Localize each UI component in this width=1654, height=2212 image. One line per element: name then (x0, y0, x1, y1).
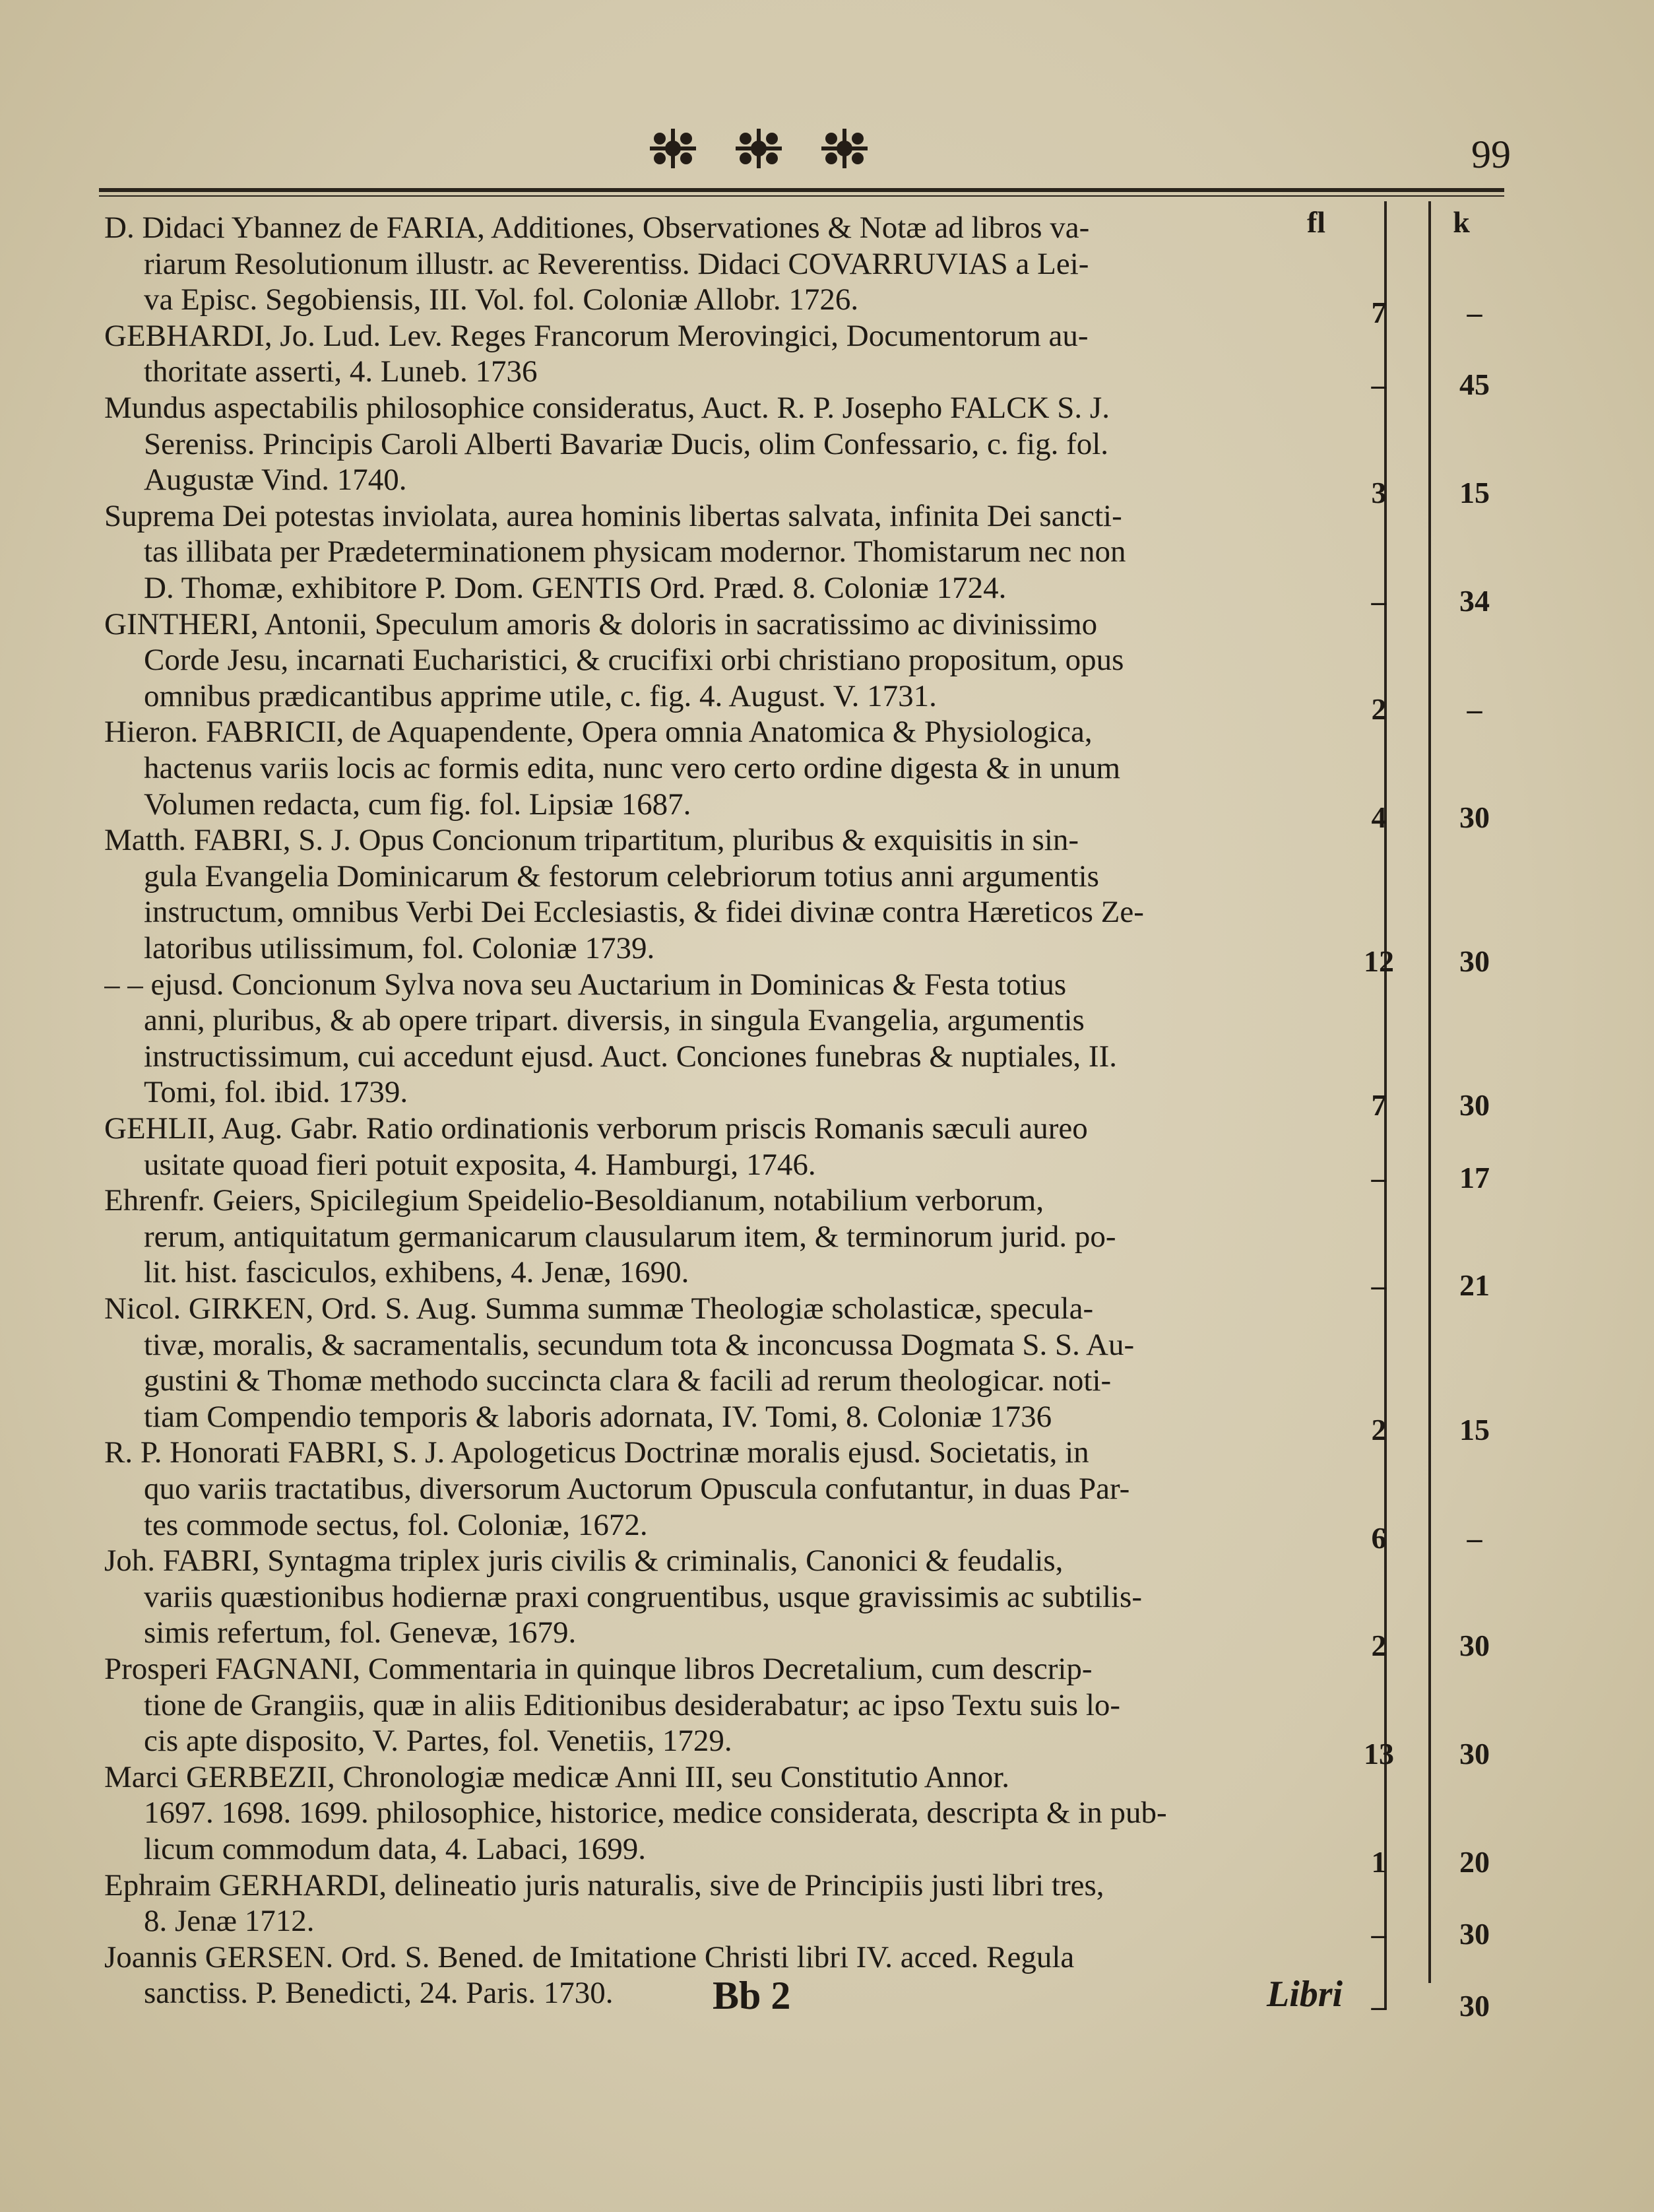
entry-line: thoritate asserti, 4. Luneb. 1736 (144, 354, 538, 389)
price-florin: 7 (1371, 1088, 1387, 1122)
price-kreuzer: 30 (1459, 944, 1490, 978)
entry-line: tione de Grangiis, quæ in aliis Editionibus desiderabatur; ac ipso Textu suis lo- (144, 1687, 1121, 1722)
entry-line: Ehrenfr. Geiers, Spicilegium Speidelio-Besoldianum, notabilium verborum, (104, 1183, 1044, 1218)
entry-line: Corde Jesu, incarnati Eucharistici, & crucifixi orbi christiano propositum, opus (144, 643, 1124, 678)
entry-line: Mundus aspectabilis philosophice consideratus, Auct. R. P. Josepho FALCK S. J. (104, 391, 1110, 425)
column-divider (1428, 201, 1431, 1983)
entry-line: Joh. FABRI, Syntagma triplex juris civilis & criminalis, Canonici & feudalis, (104, 1544, 1064, 1578)
fleuron-icon (729, 125, 788, 172)
price-kreuzer: 15 (1459, 1412, 1490, 1447)
entry-line: instructum, omnibus Verbi Dei Ecclesiastis, & fidei divinæ contra Hæreticos Ze- (144, 895, 1144, 930)
price-kreuzer: 34 (1459, 584, 1490, 618)
price-florin: – (1371, 1917, 1387, 1951)
fleuron-icon (815, 125, 874, 172)
entry-line: sanctiss. P. Benedicti, 24. Paris. 1730. (144, 1976, 614, 2011)
entry-line: Matth. FABRI, S. J. Opus Concionum tripartitum, pluribus & exquisitis in sin- (104, 823, 1079, 858)
entry-line: gula Evangelia Dominicarum & festorum celebriorum totius anni argumentis (144, 859, 1099, 894)
price-kreuzer: 21 (1459, 1268, 1490, 1303)
signature-mark: Bb 2 (713, 1974, 791, 2017)
entry-line: tiam Compendio temporis & laboris adornata, IV. Tomi, 8. Coloniæ 1736 (144, 1399, 1052, 1434)
entry-line: tes commode sectus, fol. Coloniæ, 1672. (144, 1507, 648, 1542)
price-florin: 4 (1371, 800, 1387, 834)
catalogue-entry (104, 1111, 1361, 1183)
price-kreuzer: 45 (1459, 368, 1490, 402)
entry-line: Tomi, fol. ibid. 1739. (144, 1075, 408, 1110)
entry-line: Marci GERBEZII, Chronologiæ medicæ Anni III, seu Constitutio Annor. (104, 1759, 1010, 1794)
catalogue-entry (104, 1291, 1361, 1435)
entry-line: 8. Jenæ 1712. (144, 1904, 315, 1939)
entry-line: Sereniss. Principis Caroli Alberti Bavariæ Ducis, olim Confessario, c. fig. fol. (144, 426, 1109, 461)
entry-line: hactenus variis locis ac formis edita, nunc vero certo ordine digesta & in unum (144, 750, 1121, 785)
column-header-k: k (1453, 205, 1470, 239)
price-florin: – (1371, 1160, 1387, 1194)
entry-line: usitate quoad fieri potuit exposita, 4. Hamburgi, 1746. (144, 1147, 816, 1182)
price-florin: 12 (1364, 944, 1394, 978)
catchword: Libri (1267, 1974, 1343, 2015)
entry-line: Ephraim GERHARDI, delineatio juris naturalis, sive de Principiis justi libri tres, (104, 1868, 1104, 1903)
entry-line: GEBHARDI, Jo. Lud. Lev. Reges Francorum Merovingici, Documentorum au- (104, 318, 1089, 353)
header-rule-thin (99, 195, 1504, 197)
header-ornament (627, 125, 891, 178)
entry-line: 1697. 1698. 1699. philosophice, historice, medice considerata, descripta & in pub- (144, 1796, 1167, 1831)
price-florin: – (1371, 1989, 1387, 2023)
price-kreuzer: 17 (1459, 1160, 1490, 1194)
header-rule (99, 188, 1504, 192)
entry-line: omnibus prædicantibus apprime utile, c. fig. 4. August. V. 1731. (144, 678, 937, 713)
entry-line: licum commodum data, 4. Labaci, 1699. (144, 1831, 646, 1866)
entry-line: tivæ, moralis, & sacramentalis, secundum tota & inconcussa Dogmata S. S. Au- (144, 1327, 1135, 1362)
entry-line: D. Didaci Ybannez de FARIA, Additiones, Observationes & Notæ ad libros va- (104, 211, 1090, 245)
catalogue-entry (104, 714, 1361, 822)
fleuron-icon (643, 125, 703, 172)
entry-line: tas illibata per Prædeterminationem physicam modernor. Thomistarum nec non (144, 535, 1126, 569)
entry-line: rerum, antiquitatum germanicarum clausularum item, & terminorum jurid. po- (144, 1219, 1116, 1254)
price-florin: 2 (1371, 692, 1387, 726)
catalogue-entry (104, 498, 1361, 606)
price-florin: 1 (1371, 1845, 1387, 1879)
catalogue-entry (104, 210, 1361, 318)
column-header-fl: fl (1306, 205, 1326, 239)
catalogue-entry (104, 390, 1361, 498)
entry-line: GINTHERI, Antonii, Speculum amoris & doloris in sacratissimo ac divinissimo (104, 606, 1098, 641)
entry-line: Hieron. FABRICII, de Aquapendente, Opera omnia Anatomica & Physiologica, (104, 715, 1093, 750)
entry-line: simis refertum, fol. Genevæ, 1679. (144, 1615, 577, 1650)
catalogue-entry (104, 1183, 1361, 1291)
catalogue-entry (104, 822, 1361, 966)
price-florin: 6 (1371, 1520, 1387, 1555)
price-kreuzer: 30 (1459, 1629, 1490, 1663)
page-number: 99 (1471, 133, 1511, 176)
entry-line: latoribus utilissimum, fol. Coloniæ 1739. (144, 930, 655, 965)
entry-line: instructissimum, cui accedunt ejusd. Auct. Conciones funebras & nuptiales, II. (144, 1039, 1117, 1074)
entry-line: – – ejusd. Concionum Sylva nova seu Auctarium in Dominicas & Festa totius (104, 967, 1067, 1002)
entry-line: anni, pluribus, & ab opere tripart. diversis, in singula Evangelia, argumentis (144, 1003, 1085, 1038)
price-florin: 2 (1371, 1629, 1387, 1663)
price-kreuzer: 30 (1459, 1088, 1490, 1122)
entry-line: Nicol. GIRKEN, Ord. S. Aug. Summa summæ Theologiæ scholasticæ, specula- (104, 1291, 1094, 1326)
price-kreuzer: 30 (1459, 1989, 1490, 2023)
entry-line: gustini & Thomæ methodo succincta clara & facili ad rerum theologicar. noti- (144, 1363, 1112, 1398)
entry-line: Augustæ Vind. 1740. (144, 463, 407, 498)
catalogue-entry (104, 967, 1361, 1111)
catalogue-entry (104, 1868, 1361, 1939)
entry-line: variis quæstionibus hodiernæ praxi congruentibus, usque gravissimis ac subtilis- (144, 1579, 1142, 1614)
price-florin: 2 (1371, 1412, 1387, 1447)
price-kreuzer: 20 (1459, 1845, 1490, 1879)
catalogue-entry (104, 1651, 1361, 1759)
entry-line: Joannis GERSEN. Ord. S. Bened. de Imitatione Christi libri IV. acced. Regula (104, 1939, 1075, 1974)
price-florin: – (1371, 368, 1387, 402)
catalogue-entry (104, 1543, 1361, 1651)
entry-line: lit. hist. fasciculos, exhibens, 4. Jenæ, 1690. (144, 1255, 689, 1290)
entry-line: Suprema Dei potestas inviolata, aurea hominis libertas salvata, infinita Dei sancti- (104, 498, 1122, 533)
entry-line: va Episc. Segobiensis, III. Vol. fol. Coloniæ Allobr. 1726. (144, 282, 859, 317)
catalogue-entry (104, 606, 1361, 715)
entry-line: Prosperi FAGNANI, Commentaria in quinque libros Decretalium, cum descrip- (104, 1652, 1093, 1686)
price-florin: 13 (1364, 1737, 1394, 1771)
price-florin: 3 (1371, 476, 1387, 510)
entry-line: GEHLII, Aug. Gabr. Ratio ordinationis verborum priscis Romanis sæculi aureo (104, 1111, 1088, 1146)
price-florin: – (1371, 584, 1387, 618)
entry-line: riarum Resolutionum illustr. ac Reverentiss. Didaci COVARRUVIAS a Lei- (144, 246, 1089, 281)
price-kreuzer: 30 (1459, 1737, 1490, 1771)
entry-line: Volumen redacta, cum fig. fol. Lipsiæ 1687. (144, 787, 691, 822)
price-kreuzer: – (1467, 296, 1482, 330)
entry-line: cis apte disposito, V. Partes, fol. Venetiis, 1729. (144, 1724, 732, 1759)
price-kreuzer: – (1467, 1520, 1482, 1555)
price-kreuzer: 30 (1459, 800, 1490, 834)
catalogue-entry (104, 1759, 1361, 1868)
price-kreuzer: 15 (1459, 476, 1490, 510)
entry-line: quo variis tractatibus, diversorum Auctorum Opuscula confutantur, in duas Par- (144, 1471, 1130, 1506)
entry-line: R. P. Honorati FABRI, S. J. Apologeticus Doctrinæ moralis ejusd. Societatis, in (104, 1435, 1089, 1470)
price-kreuzer: 30 (1459, 1917, 1490, 1951)
entry-line: D. Thomæ, exhibitore P. Dom. GENTIS Ord. Præd. 8. Coloniæ 1724. (144, 570, 1007, 605)
price-kreuzer: – (1467, 692, 1482, 726)
catalogue-entry (104, 318, 1361, 390)
price-florin: 7 (1371, 296, 1387, 330)
price-florin: – (1371, 1268, 1387, 1303)
catalogue-entry (104, 1435, 1361, 1543)
